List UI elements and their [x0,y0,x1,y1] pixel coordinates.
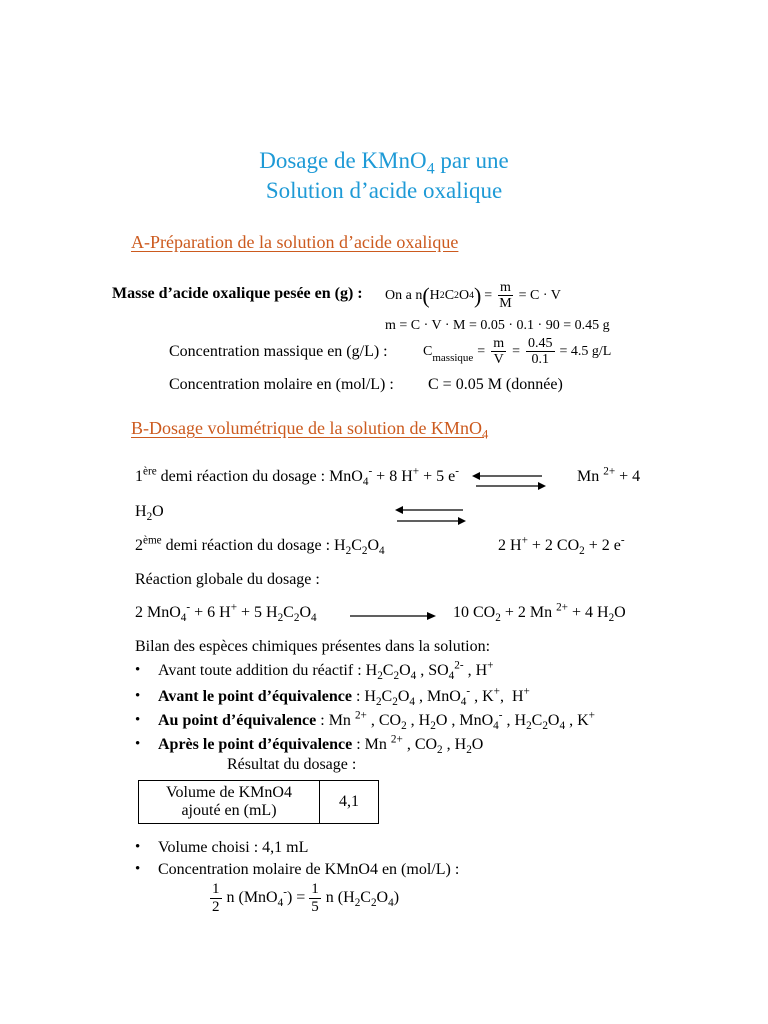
table-header-cell: Volume de KMnO4 ajouté en (mL) [139,781,320,824]
masse-formula: On a n ( H 2 C 2 O 4 ) = $\frac{m}{M}$ = C · V [385,280,561,312]
document-title-line2: Solution d’acide oxalique [265,178,503,203]
final-equation: $\frac{1}{2}$ n (MnO$_4$-) = $\frac{1}{5}$ n $(H_2C_2O_4)$ [212,881,400,915]
conc-massique-formula: C $_{massique}$ = $\frac{m}{V}$ = $\frac{0.45}{0.1}$ = 4.5 g/L [423,336,612,368]
demi-reaction-2-products: 2 H+ + 2 $CO_2 + 2$ e- [498,534,625,558]
resultat-label: Résultat du dosage : [227,756,357,773]
bullet-dot: • [135,736,141,752]
volume-choisi: Volume choisi : 4,1 mL [158,839,309,856]
table-value-cell: 4,1 [320,781,379,824]
equilibrium-arrow-2 [393,504,469,528]
bullet-dot: • [135,839,141,855]
conc-molaire-kmno4: Concentration molaire de KMnO4 en (mol/L) : [158,861,460,878]
demi-reaction-1-water: $H_2O$ [135,503,164,524]
bullet-dot: • [135,861,141,877]
result-table [138,780,379,824]
bilan-item-4: Après le point d’équivalence : Mn $^{2+}$ , $CO_2$ , $H_2O$ [158,733,484,757]
reaction-globale-products: 10 $CO_2 + 2$ Mn $^{2+}$ + 4 $H_2O$ [453,601,626,625]
equilibrium-arrow-1 [470,470,550,494]
conc-massique-label: Concentration massique en (g/L) : [169,343,388,360]
conc-molaire-label: Concentration molaire en (mol/L) : [169,376,394,393]
bilan-label: Bilan des espèces chimiques présentes dans la solution: [135,638,491,655]
demi-reaction-1: 1ère demi réaction du dosage : MnO$_4$- + 8 H+ + 5 e- [135,465,459,489]
bilan-item-2: Avant le point d’équivalence : $H_2C_2O_4$ , MnO$_4$- , K+, H+ [158,685,530,709]
reaction-globale-label: Réaction globale du dosage : [135,571,320,588]
reaction-globale-reactants: 2 MnO$_4$- + 6 H+ + 5 $H_2C_2O_4$ [135,601,317,625]
demi-reaction-1-products: Mn $^{2+}$ + 4 [577,465,641,485]
bullet-dot: • [135,662,141,678]
demi-reaction-2: 2ème demi réaction du dosage : $H_2C_2O_4$ [135,534,385,558]
reaction-arrow [348,608,438,624]
bullet-dot: • [135,688,141,704]
conc-molaire-value: C = 0.05 M (donnée) [428,376,563,393]
masse-calculation: m = C · V · M = 0.05 · 0.1 · 90 = 0.45 g [385,318,610,333]
section-a-heading: A-Préparation de la solution d’acide oxalique [131,232,459,252]
section-b-heading: B-Dosage volumétrique de la solution de KMnO$_4$ [131,418,489,442]
bilan-item-3: Au point d’équivalence : Mn $^{2+}$ , $CO_2$ , $H_2O$ , MnO$_4$- , $H_2C_2O_4$ , K+ [158,709,595,733]
document-title-line1: Dosage de KMnO$_4$ par une [259,148,509,178]
bilan-item-1: Avant toute addition du réactif : $H_2C_2O_4$ , $SO_4^{2-}$ , H+ [158,659,494,683]
bullet-dot: • [135,712,141,728]
masse-label: Masse d’acide oxalique pesée en (g) : [112,285,363,302]
